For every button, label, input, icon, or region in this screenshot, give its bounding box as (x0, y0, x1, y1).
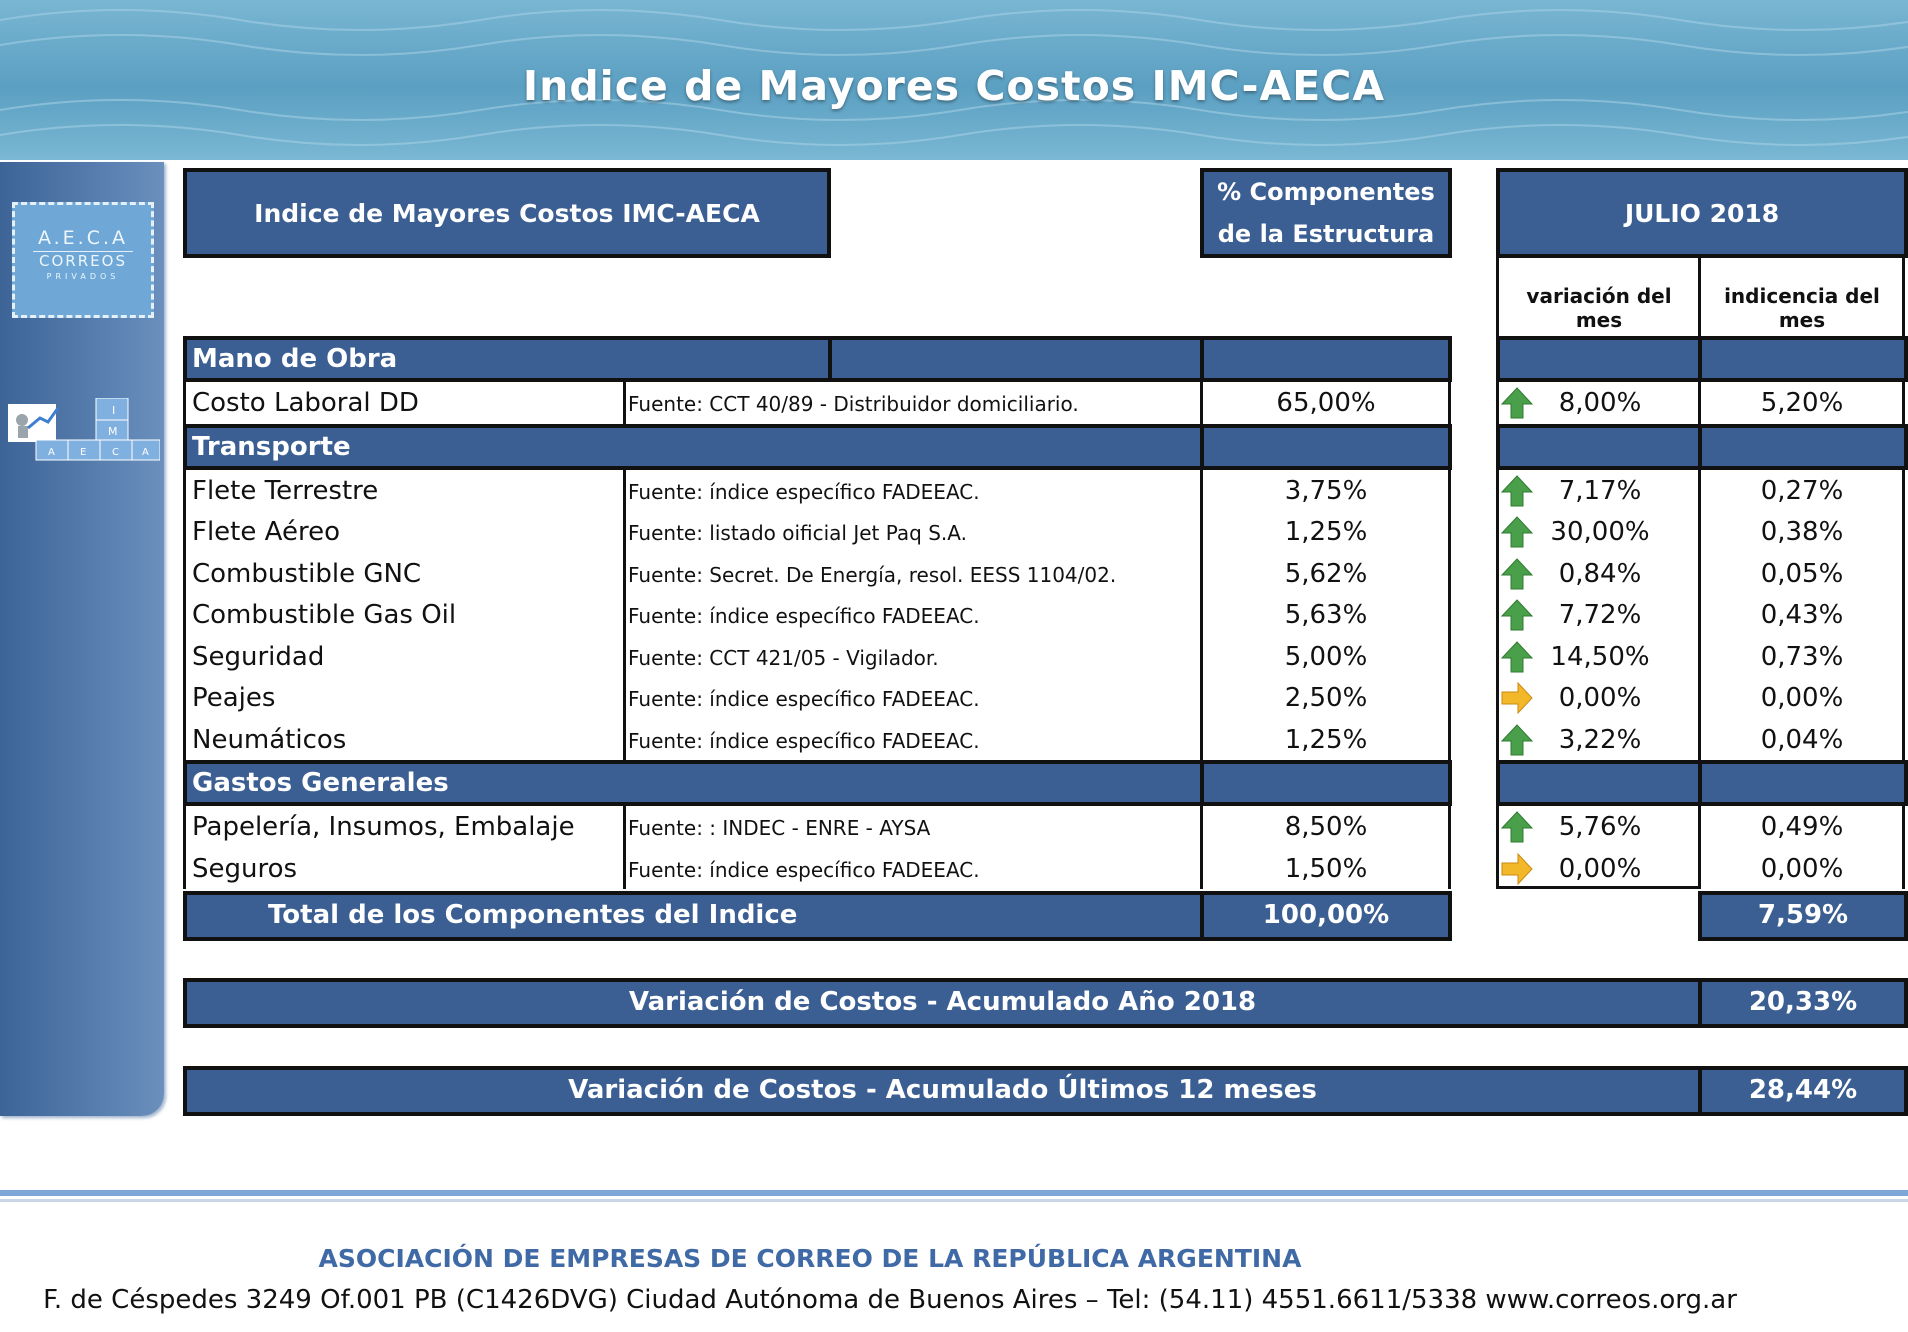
svg-text:C: C (112, 447, 119, 458)
row-border (623, 553, 626, 595)
row-border (623, 848, 626, 890)
subheader-divider-left (1496, 258, 1499, 336)
row-border (1448, 553, 1451, 595)
arrow-up-icon (1500, 723, 1534, 757)
row-border (1698, 594, 1701, 636)
row-border (183, 382, 186, 424)
row-incidence: 0,00% (1760, 683, 1844, 713)
accum-year-value: 20,33% (1748, 987, 1858, 1017)
accum-12m-value: 28,44% (1748, 1075, 1858, 1105)
svg-text:A: A (48, 447, 55, 458)
row-source: Fuente: : INDEC - ENRE - AYSA (628, 816, 931, 840)
row-label: Combustible GNC (192, 558, 422, 589)
section-header-right (1496, 760, 1908, 806)
row-border (1902, 553, 1905, 595)
total-incidence: 7,59% (1757, 900, 1849, 930)
row-variation: 30,00% (1550, 517, 1650, 547)
row-border (1698, 636, 1701, 678)
row-border (1200, 511, 1203, 553)
section-divider (1200, 336, 1204, 382)
logo-line3: PRIVADOS (46, 272, 120, 281)
row-source: Fuente: índice específico FADEEAC. (628, 604, 980, 628)
row-pct: 3,75% (1284, 475, 1368, 506)
row-border (1698, 553, 1701, 595)
row-pct: 65,00% (1276, 388, 1376, 418)
row-label: Seguridad (192, 641, 325, 672)
row-border (1902, 806, 1905, 848)
row-border (623, 594, 626, 636)
row-incidence: 0,27% (1760, 475, 1844, 506)
svg-text:I: I (112, 404, 116, 417)
row-border (1200, 636, 1203, 678)
row-border (1902, 677, 1905, 719)
row-border (1448, 848, 1451, 890)
row-border (1448, 382, 1451, 424)
total-label: Total de los Componentes del Indice (268, 900, 798, 930)
row-border (1200, 594, 1203, 636)
row-label: Costo Laboral DD (192, 388, 419, 418)
period-header (1496, 168, 1908, 258)
row-border (1448, 806, 1451, 848)
row-border (1698, 848, 1701, 890)
row-border (1698, 382, 1701, 424)
row-source: Fuente: índice específico FADEEAC. (628, 857, 980, 882)
arrow-up-icon (1500, 557, 1534, 591)
row-pct: 5,62% (1284, 558, 1368, 589)
row-border (1200, 553, 1203, 595)
section-divider (828, 336, 832, 382)
row-border (1496, 719, 1499, 761)
row-border (1902, 594, 1905, 636)
row-border (1496, 848, 1499, 890)
row-border (623, 382, 626, 424)
row-border (1200, 719, 1203, 761)
row-pct: 2,50% (1284, 683, 1368, 713)
row-pct: 5,63% (1284, 600, 1368, 630)
section-divider (1200, 760, 1204, 806)
row-border (1698, 677, 1701, 719)
footer-organization: ASOCIACIÓN DE EMPRESAS DE CORREO DE LA REPÚBLICA ARGENTINA (318, 1244, 1302, 1273)
row-source: Fuente: índice específico FADEEAC. (628, 479, 980, 504)
arrow-up-icon (1500, 474, 1534, 508)
row-variation: 0,00% (1558, 683, 1642, 713)
row-label: Flete Terrestre (192, 475, 379, 506)
row-border (1200, 677, 1203, 719)
row-border (1496, 636, 1499, 678)
row-border (183, 594, 186, 636)
row-variation: 7,72% (1558, 600, 1642, 630)
incidence-header: indicencia del mes (1724, 284, 1880, 332)
section-divider (1698, 424, 1702, 470)
row-border (183, 511, 186, 553)
section-header-right (1496, 424, 1908, 470)
row-variation: 8,00% (1558, 388, 1642, 418)
row-incidence: 0,43% (1760, 600, 1844, 630)
row-label: Neumáticos (192, 724, 347, 755)
arrow-up-icon (1500, 515, 1534, 549)
row-label: Peajes (192, 683, 276, 713)
svg-text:A: A (142, 447, 149, 458)
footer-address: F. de Céspedes 3249 Of.001 PB (C1426DVG) Ciudad Autónoma de Buenos Aires – Tel: (54.11) 4551.6611/5338 www.correos.org.ar (43, 1285, 1737, 1315)
section-header-right (1496, 336, 1908, 382)
row-label: Flete Aéreo (192, 517, 340, 547)
logo-line1: A.E.C.A (37, 227, 129, 249)
row-border (1902, 470, 1905, 512)
row-variation: 0,84% (1558, 558, 1642, 589)
footer-rule-light (0, 1199, 1908, 1202)
sidebar (0, 162, 164, 1116)
arrow-up-icon (1500, 598, 1534, 632)
table-bottom-border (1496, 886, 1701, 889)
section-title: Gastos Generales (192, 768, 449, 798)
row-border (183, 636, 186, 678)
variation-header: variación del mes (1526, 284, 1672, 332)
row-border (183, 719, 186, 761)
row-border (1496, 553, 1499, 595)
row-variation: 0,00% (1558, 853, 1642, 884)
row-border (623, 470, 626, 512)
row-border (1448, 719, 1451, 761)
logo-line2: CORREOS (33, 251, 133, 270)
row-border (623, 636, 626, 678)
section-divider (1200, 424, 1204, 470)
section-divider (1698, 760, 1702, 806)
row-border (623, 806, 626, 848)
footer-rule (0, 1190, 1908, 1196)
row-border (1902, 848, 1905, 890)
row-source: Fuente: índice específico FADEEAC. (628, 728, 980, 753)
header-banner (0, 0, 1908, 160)
accum-year-label: Variación de Costos - Acumulado Año 2018 (628, 987, 1257, 1017)
row-border (1902, 382, 1905, 424)
imc-logo-icon (8, 398, 160, 462)
row-border (1496, 511, 1499, 553)
arrow-up-icon (1500, 640, 1534, 674)
row-variation: 14,50% (1550, 641, 1650, 672)
table-title (183, 168, 831, 258)
row-variation: 7,17% (1558, 475, 1642, 506)
row-source: Fuente: CCT 421/05 - Vigilador. (628, 645, 939, 670)
row-border (1496, 594, 1499, 636)
row-border (1496, 470, 1499, 512)
arrow-up-icon (1500, 810, 1534, 844)
row-border (623, 677, 626, 719)
row-source: Fuente: CCT 40/89 - Distribuidor domiciliario. (628, 392, 1079, 416)
row-border (623, 511, 626, 553)
row-border (1200, 470, 1203, 512)
period-text: JULIO 2018 (1624, 198, 1780, 228)
row-border (1698, 719, 1701, 761)
row-border (1902, 511, 1905, 553)
row-border (1200, 382, 1203, 424)
row-border (1902, 636, 1905, 678)
row-border (1698, 470, 1701, 512)
row-incidence: 0,38% (1760, 517, 1844, 547)
row-source: Fuente: Secret. De Energía, resol. EESS 1104/02. (628, 562, 1117, 587)
components-header-text: % Componentes de la Estructura (1217, 178, 1435, 248)
svg-text:E: E (80, 447, 87, 458)
row-variation: 3,22% (1558, 724, 1642, 755)
row-incidence: 0,49% (1760, 812, 1844, 842)
components-header (1200, 168, 1452, 258)
row-border (183, 677, 186, 719)
row-border (1496, 382, 1499, 424)
row-incidence: 0,04% (1760, 724, 1844, 755)
row-border (1448, 511, 1451, 553)
section-divider (1698, 336, 1702, 382)
row-border (1496, 677, 1499, 719)
row-border (1200, 806, 1203, 848)
row-label: Papelería, Insumos, Embalaje (192, 812, 575, 842)
total-pct: 100,00% (1262, 900, 1390, 930)
row-border (1496, 806, 1499, 848)
subheader-divider-mid (1698, 258, 1701, 336)
row-border (183, 806, 186, 848)
row-source: Fuente: listado oificial Jet Paq S.A. (628, 521, 967, 545)
row-border (1448, 594, 1451, 636)
row-source: Fuente: índice específico FADEEAC. (628, 687, 980, 711)
subheader-divider-right (1902, 258, 1905, 336)
row-border (1448, 677, 1451, 719)
row-border (183, 470, 186, 512)
accum-12m-label: Variación de Costos - Acumulado Últimos 12 meses (568, 1075, 1317, 1105)
row-pct: 8,50% (1284, 812, 1368, 842)
section-title: Mano de Obra (192, 344, 398, 374)
row-label: Seguros (192, 853, 298, 884)
row-pct: 1,25% (1284, 724, 1368, 755)
row-incidence: 0,00% (1760, 853, 1844, 884)
row-border (623, 719, 626, 761)
page-title: Indice de Mayores Costos IMC-AECA (522, 62, 1386, 110)
row-incidence: 0,73% (1760, 641, 1844, 672)
row-border (1698, 511, 1701, 553)
aeca-logo (12, 202, 154, 318)
row-border (183, 553, 186, 595)
row-border (1448, 470, 1451, 512)
row-pct: 1,50% (1284, 853, 1368, 884)
row-incidence: 5,20% (1760, 388, 1844, 418)
section-header (183, 424, 1452, 470)
section-title: Transporte (192, 431, 351, 462)
arrow-up-icon (1500, 386, 1534, 420)
row-border (1200, 848, 1203, 890)
arrow-right-icon (1500, 852, 1534, 886)
row-variation: 5,76% (1558, 812, 1642, 842)
row-border (1902, 719, 1905, 761)
table-title-text: Indice de Mayores Costos IMC-AECA (254, 198, 760, 228)
row-border (1698, 806, 1701, 848)
arrow-right-icon (1500, 681, 1534, 715)
row-border (183, 848, 186, 890)
row-border (1448, 636, 1451, 678)
row-label: Combustible Gas Oil (192, 600, 457, 630)
row-pct: 1,25% (1284, 517, 1368, 547)
row-pct: 5,00% (1284, 641, 1368, 672)
svg-text:M: M (108, 425, 118, 438)
row-incidence: 0,05% (1760, 558, 1844, 589)
